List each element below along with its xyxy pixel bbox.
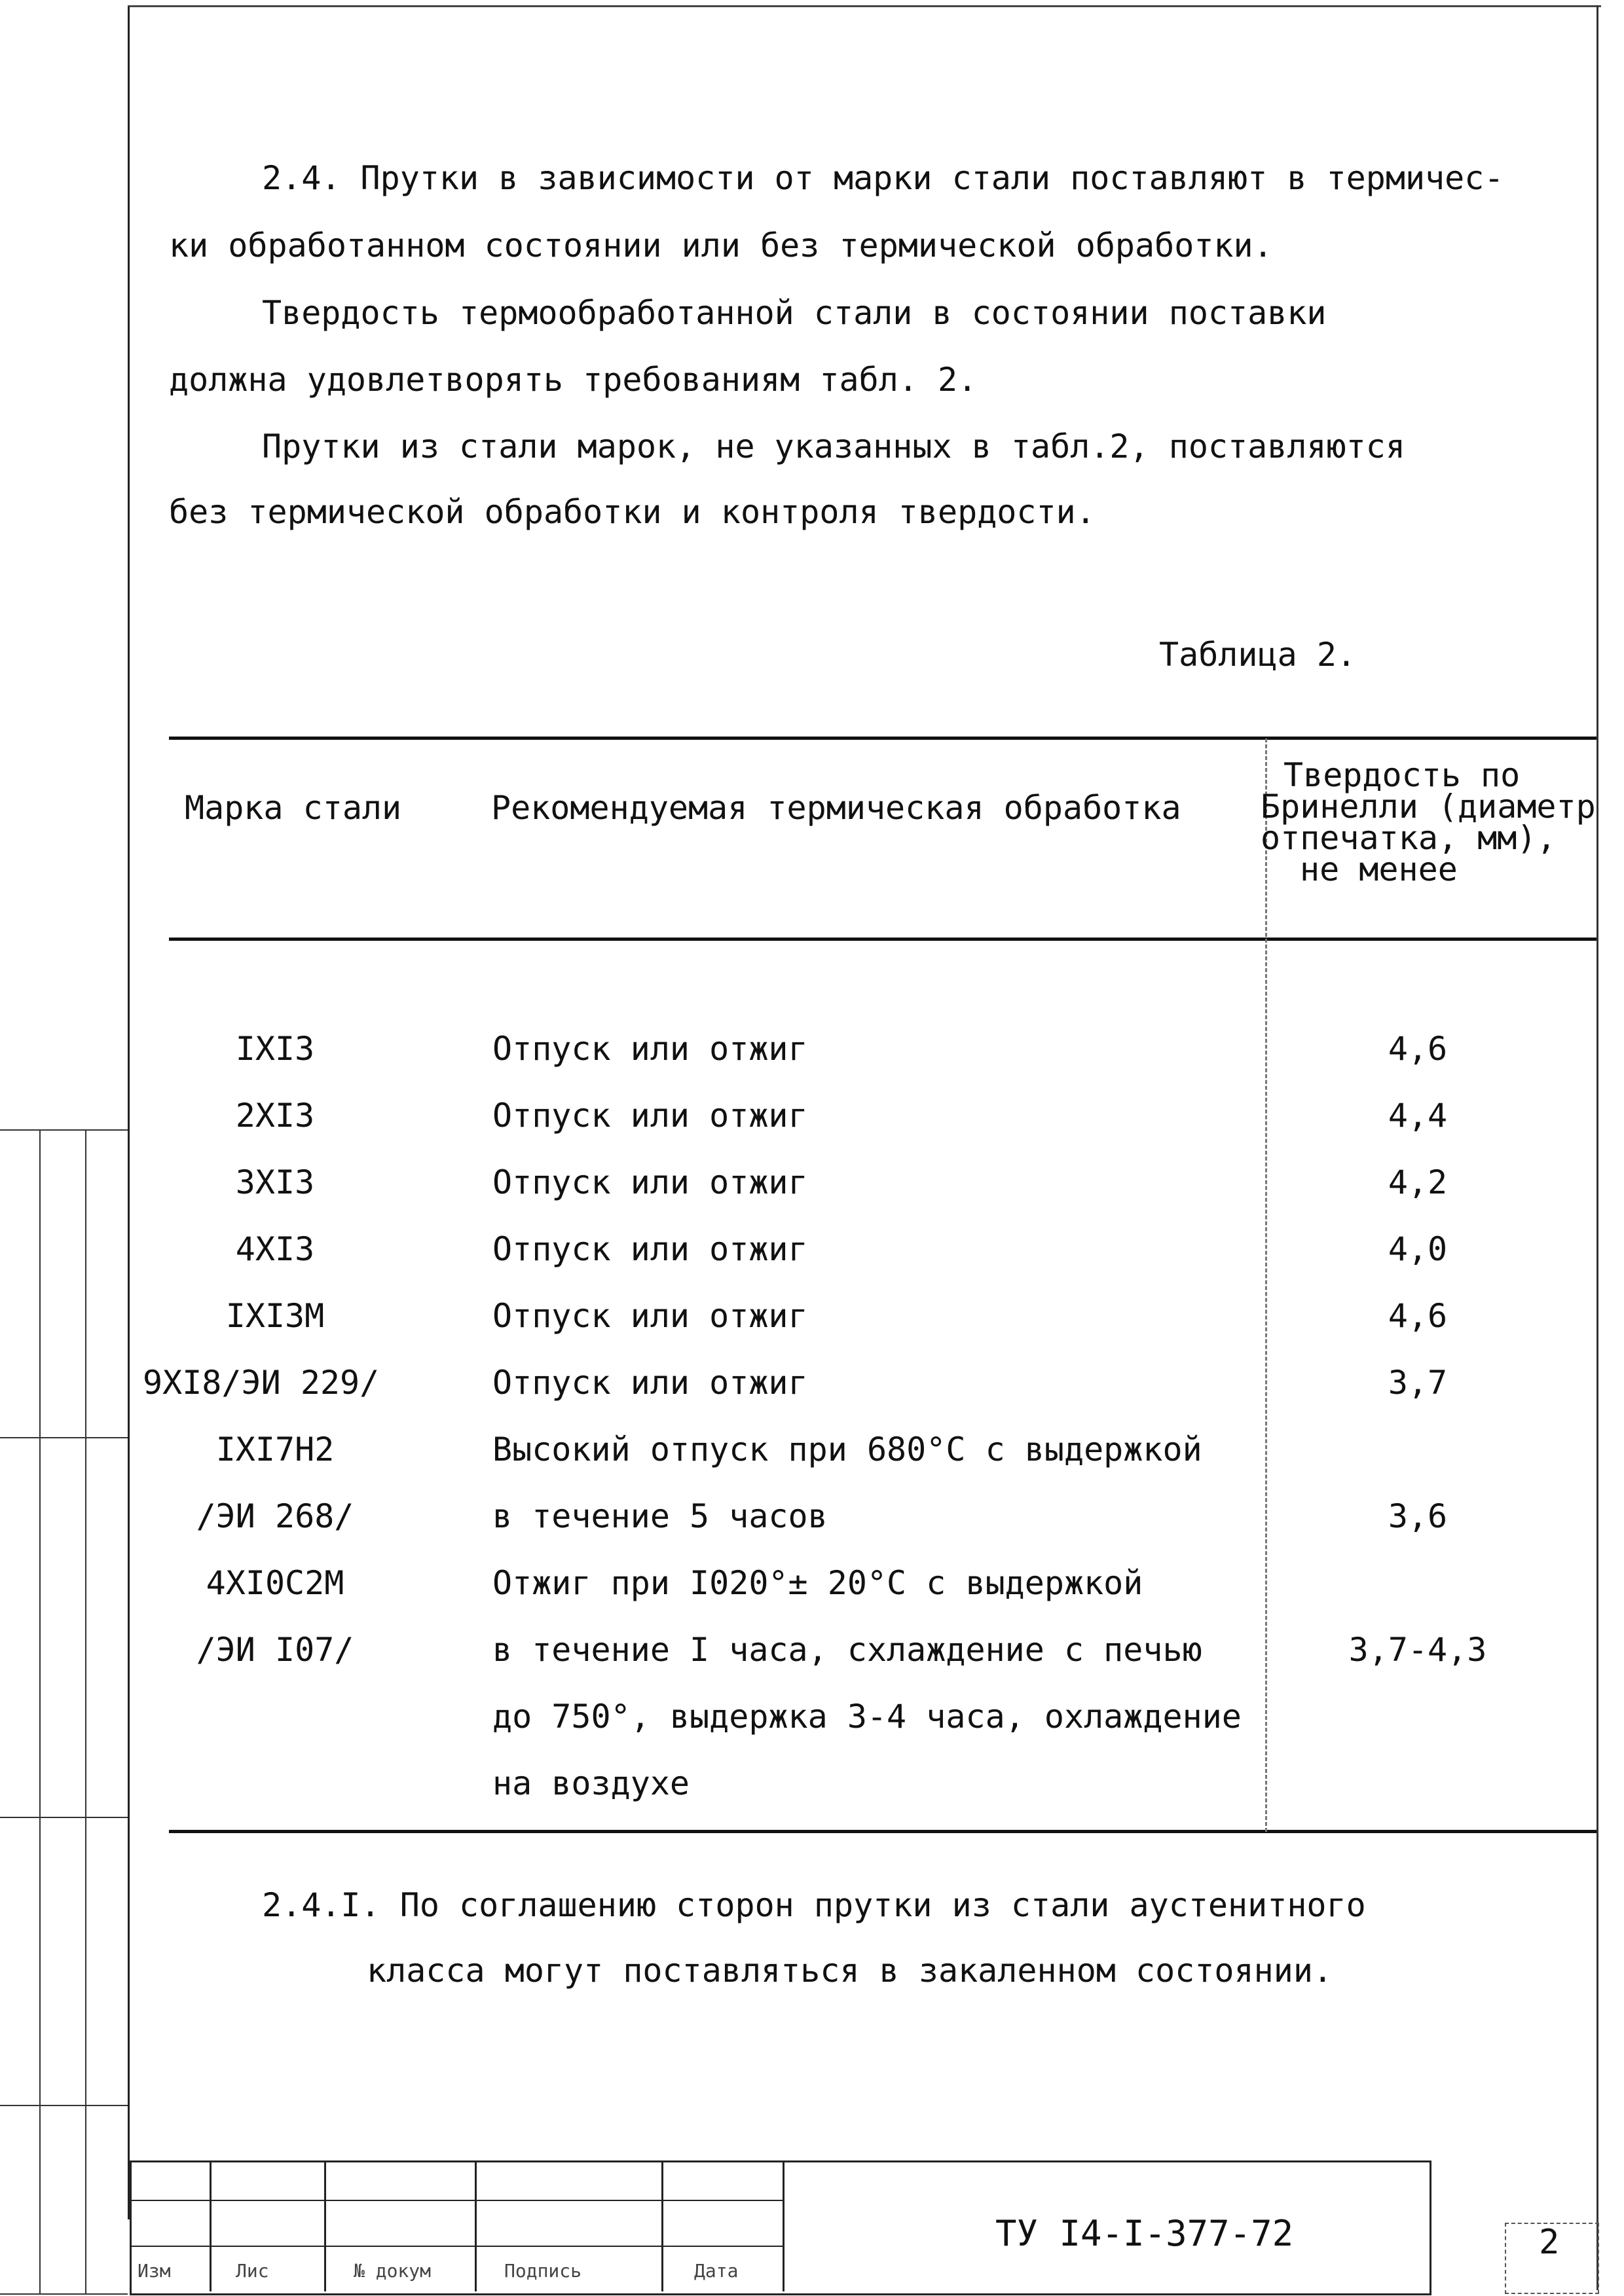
header-treatment: Рекомендуемая термическая обработка — [491, 789, 1181, 827]
header-hardness-line-3: отпечатка, мм), — [1261, 819, 1557, 857]
paragraph-other-grades-line-1: Прутки из стали марок, не указанных в табл.2, поставляются — [262, 428, 1405, 465]
row-1-hardness: 4,6 — [1388, 1030, 1448, 1068]
row-4-treatment: Отпуск или отжиг — [492, 1230, 808, 1268]
header-hardness-line-2: Бринелли (диаметр — [1261, 788, 1596, 826]
row-7-treatment-line-1: Высокий отпуск при 680°С с выдержкой — [492, 1430, 1202, 1468]
row-1-grade: IXI3 — [235, 1030, 315, 1068]
header-hardness-line-4: не менее — [1300, 850, 1458, 888]
frame-right-border — [1596, 5, 1598, 2290]
document-code: ТУ I4-I-377-72 — [995, 2213, 1294, 2254]
row-7-grade-line-1: IXI7Н2 — [215, 1430, 335, 1468]
row-6-hardness: 3,7 — [1388, 1364, 1448, 1402]
sheet-number: 2 — [1539, 2223, 1560, 2262]
paragraph-hardness-line-2: должна удовлетворять требованиям табл. 2. — [169, 361, 978, 399]
paragraph-2-4-line-1: 2.4. Прутки в зависимости от марки стали поставляют в термичес- — [262, 159, 1504, 197]
row-2-hardness: 4,4 — [1388, 1097, 1448, 1135]
row-7-grade-line-2: /ЭИ 268/ — [196, 1497, 354, 1535]
title-block-label-date: Дата — [694, 2260, 739, 2282]
row-6-grade: 9XI8/ЭИ 229/ — [143, 1364, 380, 1402]
frame-top-border — [128, 5, 1601, 7]
row-8-treatment-line-1: Отжиг при I020°± 20°С с выдержкой — [492, 1564, 1143, 1602]
table-header-rule — [169, 938, 1596, 941]
paragraph-hardness-line-1: Твердость термообработанной стали в состоянии поставки — [262, 294, 1327, 332]
side-approval-stamp — [0, 1129, 128, 2295]
row-8-treatment-line-2: в течение I часа, схлаждение с печью — [492, 1631, 1202, 1669]
table-caption: Таблица 2. — [1159, 636, 1357, 674]
note-2-4-1-line-2: класса могут поставляться в закаленном состоянии. — [367, 1952, 1333, 1990]
title-block-label-sheet: Лис — [236, 2260, 269, 2282]
header-grade: Марка стали — [185, 789, 402, 827]
title-block-label-document: № докум — [354, 2260, 432, 2282]
row-8-grade-line-2: /ЭИ I07/ — [196, 1631, 354, 1669]
row-4-hardness: 4,0 — [1388, 1230, 1448, 1268]
row-5-grade: IXI3М — [225, 1297, 325, 1335]
row-8-grade-line-1: 4XI0С2М — [206, 1564, 344, 1602]
row-6-treatment: Отпуск или отжиг — [492, 1364, 808, 1402]
row-3-grade: 3XI3 — [235, 1163, 315, 1201]
row-7-hardness: 3,6 — [1388, 1497, 1448, 1535]
row-5-hardness: 4,6 — [1388, 1297, 1448, 1335]
paragraph-other-grades-line-2: без термической обработки и контроля твердости. — [169, 493, 1096, 531]
frame-left-border — [128, 7, 130, 2219]
row-8-hardness: 3,7-4,3 — [1348, 1631, 1487, 1669]
title-block-label-change: Изм — [138, 2260, 171, 2282]
table-bottom-rule — [169, 1830, 1596, 1833]
row-8-treatment-line-3: до 750°, выдержка 3-4 часа, охлаждение — [492, 1698, 1242, 1736]
row-1-treatment: Отпуск или отжиг — [492, 1030, 808, 1068]
title-block-label-signature: Подпись — [504, 2260, 582, 2282]
row-5-treatment: Отпуск или отжиг — [492, 1297, 808, 1335]
row-3-treatment: Отпуск или отжиг — [492, 1163, 808, 1201]
note-2-4-1-line-1: 2.4.I. По соглашению сторон прутки из стали аустенитного — [262, 1886, 1366, 1924]
row-8-treatment-line-4: на воздухе — [492, 1764, 690, 1802]
header-hardness-line-1: Твердость по — [1283, 756, 1521, 794]
row-3-hardness: 4,2 — [1388, 1163, 1448, 1201]
row-4-grade: 4XI3 — [235, 1230, 315, 1268]
row-2-grade: 2XI3 — [235, 1097, 315, 1135]
row-7-treatment-line-2: в течение 5 часов — [492, 1497, 828, 1535]
row-2-treatment: Отпуск или отжиг — [492, 1097, 808, 1135]
paragraph-2-4-line-2: ки обработанном состоянии или без термической обработки. — [169, 227, 1273, 264]
table-top-rule — [169, 737, 1596, 740]
